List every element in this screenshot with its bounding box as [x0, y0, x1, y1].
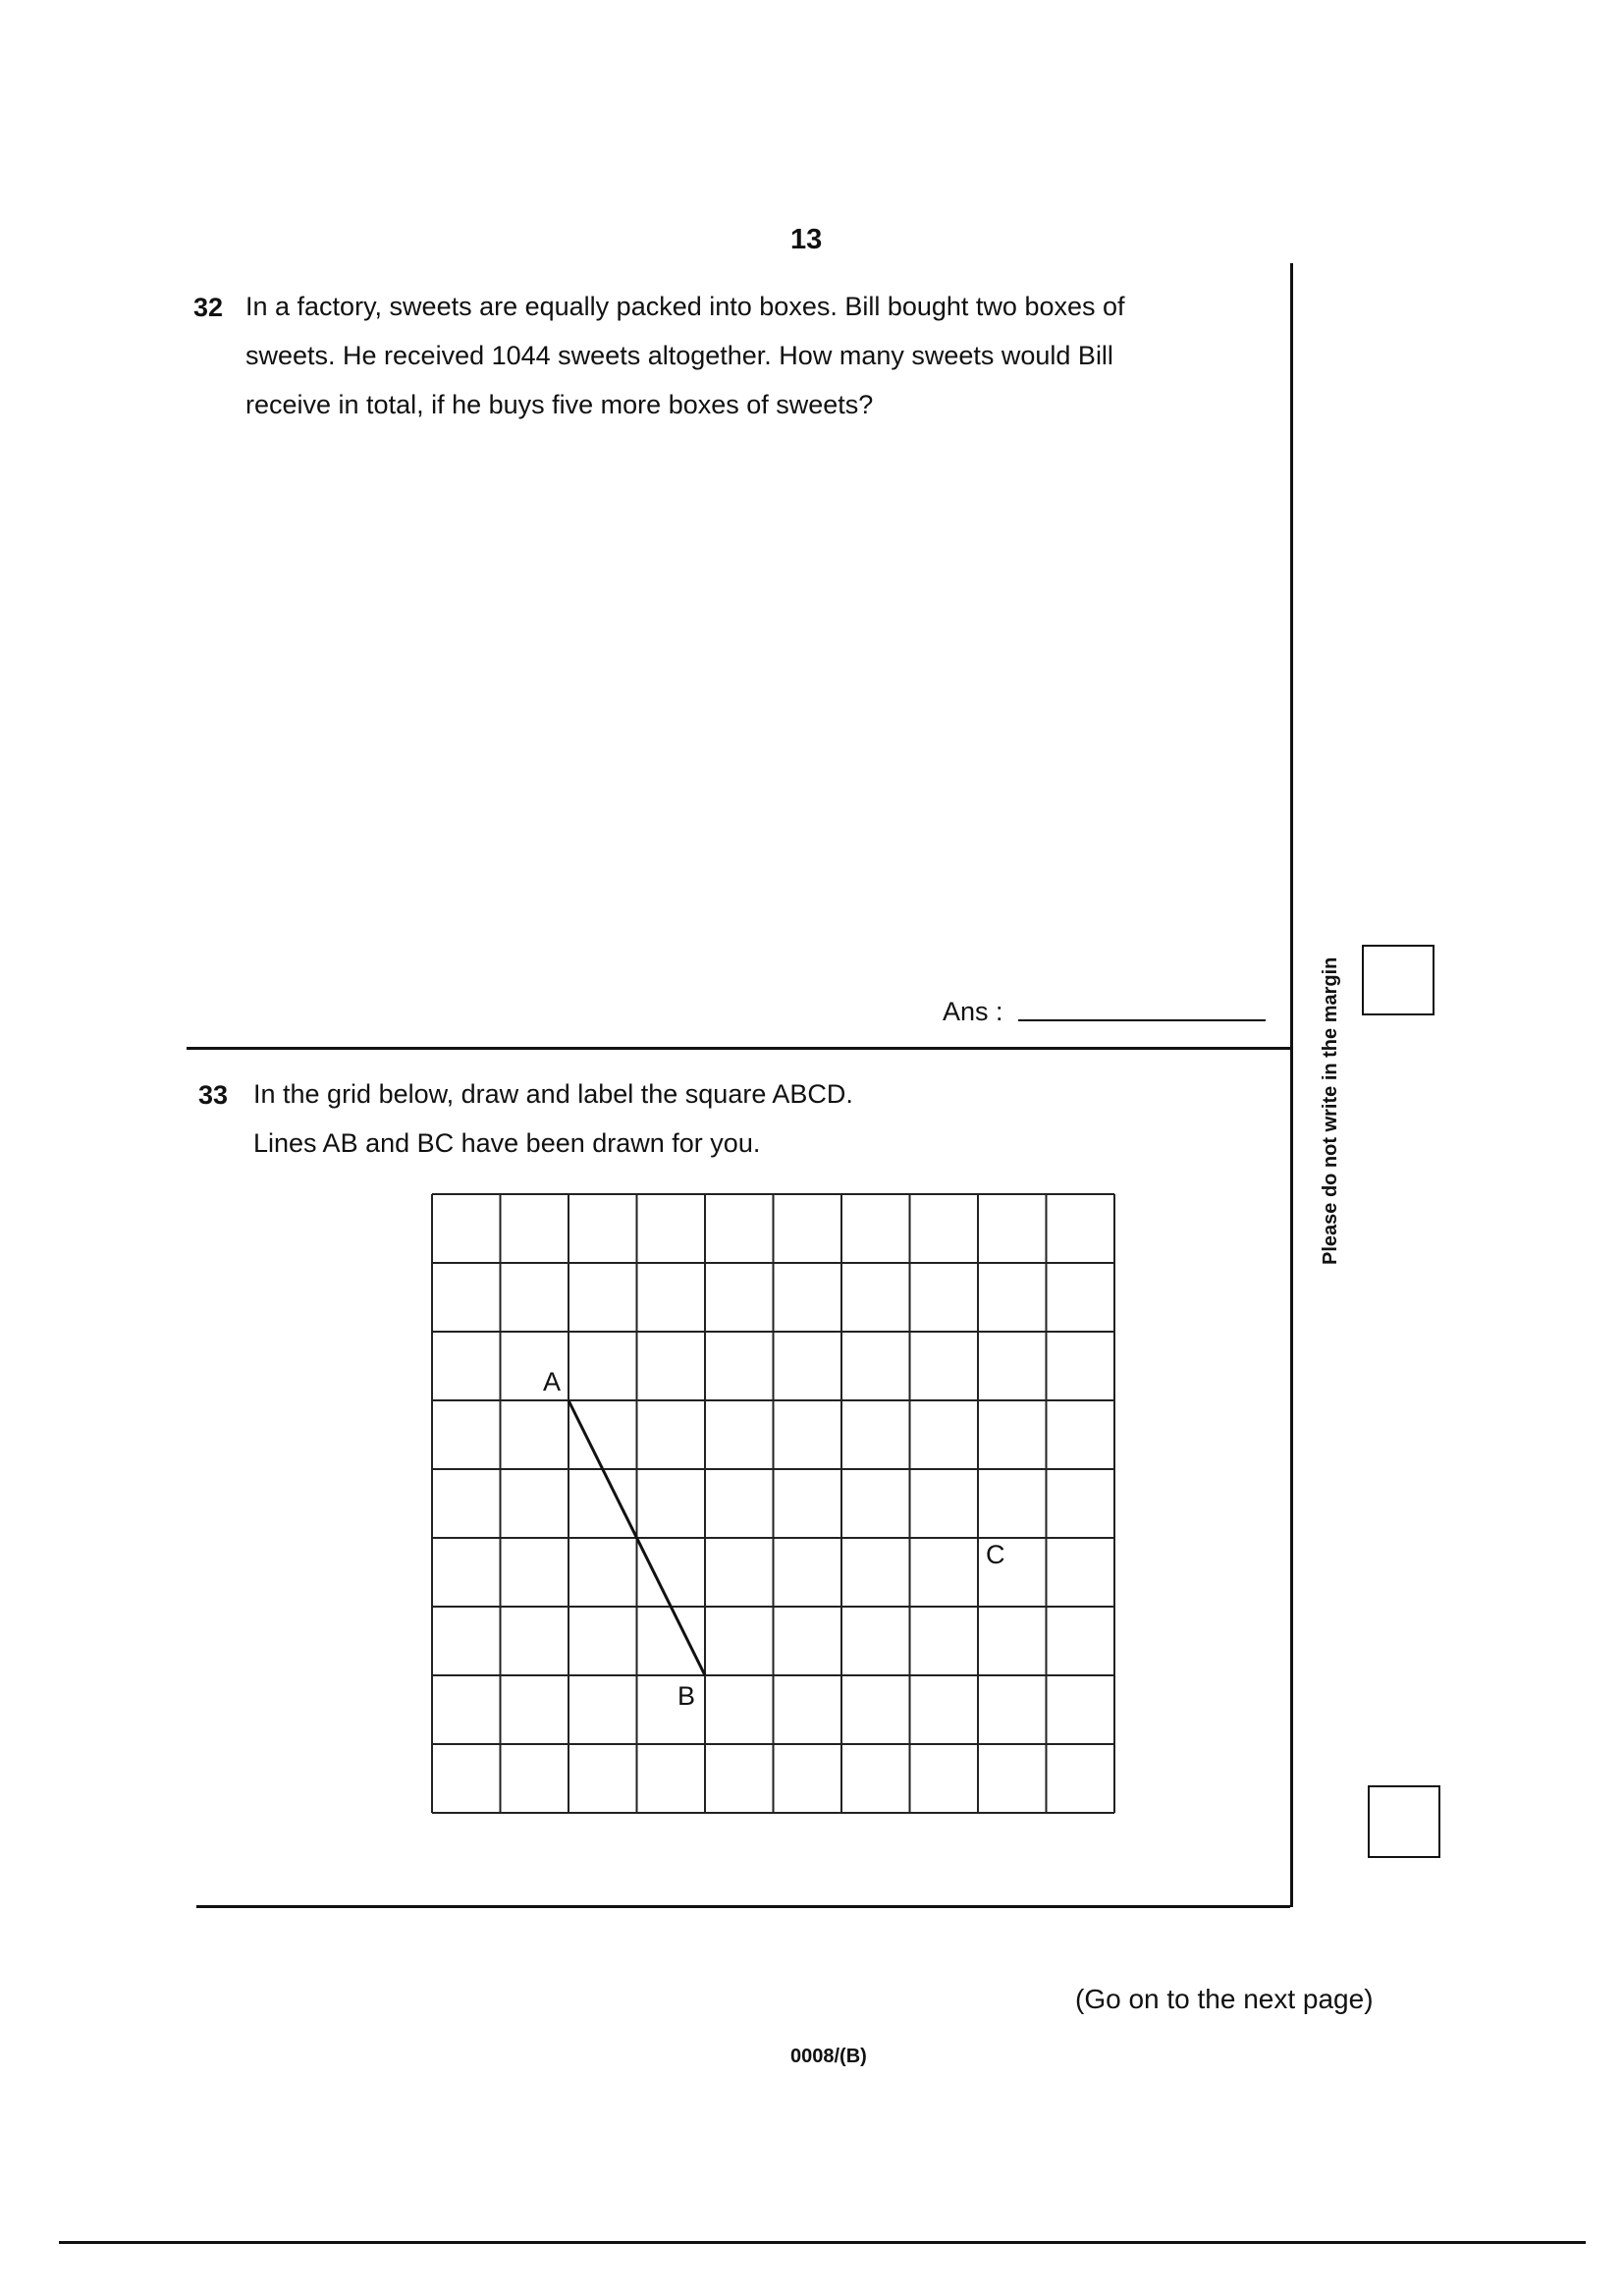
question-32-line: receive in total, if he buys five more boxes of sweets?: [245, 390, 874, 419]
question-32-line: sweets. He received 1044 sweets altogether. How many sweets would Bill: [245, 341, 1113, 370]
question-32-line: In a factory, sweets are equally packed into boxes. Bill bought two boxes of: [245, 292, 1125, 321]
go-on-next-page: (Go on to the next page): [1075, 1984, 1374, 2014]
square-grid[interactable]: [393, 1159, 1159, 1866]
margin-rule: [1290, 263, 1293, 1893]
marks-box-question-32[interactable]: [1362, 945, 1435, 1015]
page-bottom-rule: [59, 2241, 1586, 2244]
grid-lines: [432, 1194, 1114, 1813]
question-32-number: 32: [193, 293, 224, 322]
question-area-corner: [1290, 1866, 1293, 1907]
question-32-text: [245, 282, 1276, 429]
question-33-text: [253, 1069, 1235, 1168]
question-33-line: Lines AB and BC have been drawn for you.: [253, 1128, 761, 1158]
margin-note: Please do not write in the margin: [1320, 957, 1341, 1265]
point-label-b: B: [677, 1681, 696, 1711]
question-33-line: In the grid below, draw and label the square ABCD.: [253, 1079, 853, 1109]
question-area-bottom-rule: [196, 1905, 1290, 1908]
question-33-number: 33: [198, 1080, 229, 1110]
marks-box-question-33[interactable]: [1368, 1785, 1440, 1858]
point-label-c: C: [986, 1540, 1005, 1569]
answer-field[interactable]: [1018, 1019, 1266, 1021]
question-separator: [187, 1047, 1290, 1050]
point-label-a: A: [543, 1367, 562, 1396]
answer-label: Ans :: [943, 997, 1003, 1026]
paper-code: 0008/(B): [790, 2046, 867, 2067]
page-number: 13: [790, 224, 823, 255]
